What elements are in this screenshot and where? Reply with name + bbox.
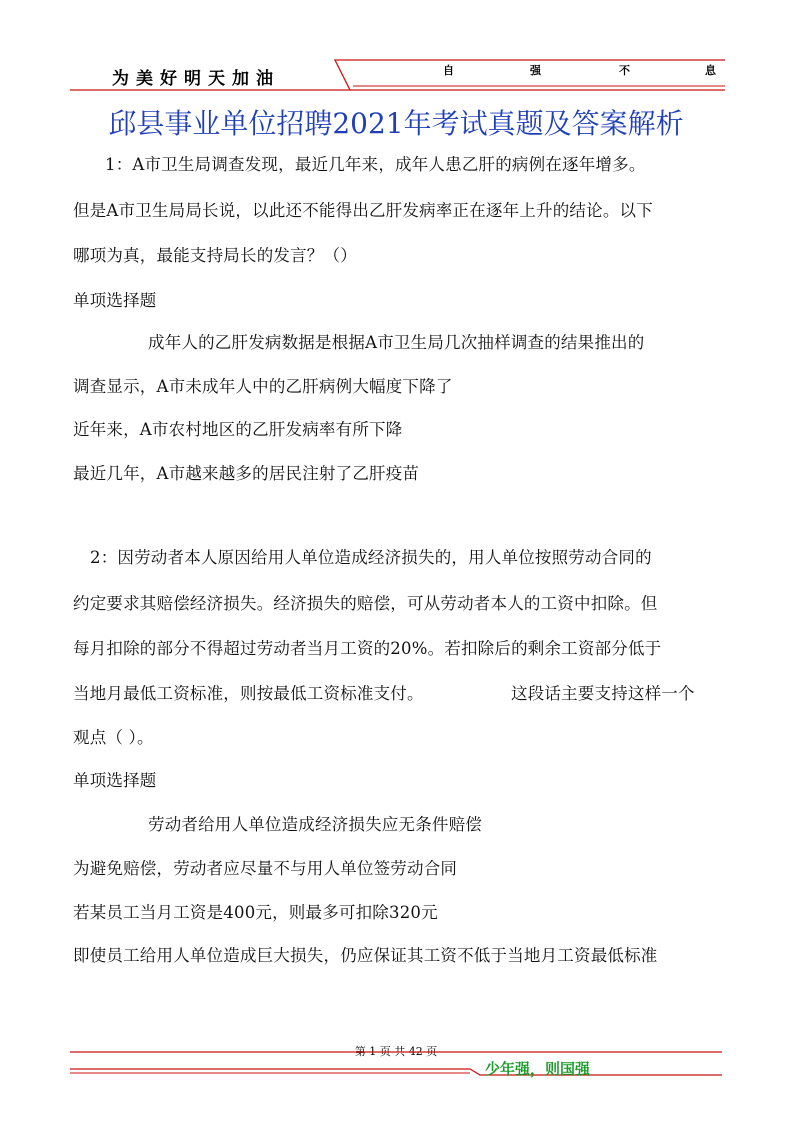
q1-type: 单项选择题 <box>73 291 157 310</box>
q2-line-2: 约定要求其赔偿经济损失。经济损失的赔偿，可从劳动者本人的工资中扣除。但 <box>73 594 658 613</box>
q2-type: 单项选择题 <box>73 771 157 790</box>
header-char-3: 不 <box>619 64 630 77</box>
q2-line-1: 2：因劳动者本人原因给用人单位造成经济损失的，用人单位按照劳动合同的 <box>90 548 652 567</box>
q1-option-4: 最近几年，A市越来越多的居民注射了乙肝疫苗 <box>73 464 420 483</box>
q1-option-2: 调查显示，A市未成年人中的乙肝病例大幅度下降了 <box>73 377 453 396</box>
q1-option-1: 成年人的乙肝发病数据是根据A市卫生局几次抽样调查的结果推出的 <box>148 333 645 352</box>
q1-line-1: 1：A市卫生局调查发现，最近几年来，成年人患乙肝的病例在逐年增多。 <box>105 155 646 174</box>
q2-option-1: 劳动者给用人单位造成经济损失应无条件赔偿 <box>148 815 482 834</box>
q2-line-4b: 这段话主要支持这样一个 <box>511 684 695 703</box>
q2-option-2: 为避免赔偿，劳动者应尽量不与用人单位签劳动合同 <box>73 859 458 878</box>
header-char-1: 自 <box>443 64 454 77</box>
q2-line-3: 每月扣除的部分不得超过劳动者当月工资的20%。若扣除后的剩余工资部分低于 <box>73 639 662 658</box>
footer-motto: 少年强，则国强 <box>485 1060 591 1078</box>
q1-line-2: 但是A市卫生局局长说，以此还不能得出乙肝发病率正在逐年上升的结论。以下 <box>73 201 653 220</box>
header-slogan: 为美好明天加油 <box>112 69 280 89</box>
q1-line-3: 哪项为真，最能支持局长的发言？（） <box>73 246 357 265</box>
q2-line-5: 观点（ ）。 <box>73 728 154 747</box>
footer-rule <box>70 1051 722 1077</box>
q2-option-3: 若某员工当月工资是400元，则最多可扣除320元 <box>73 903 438 922</box>
q2-option-4: 即使员工给用人单位造成巨大损失，仍应保证其工资不低于当地月工资最低标准 <box>73 946 658 965</box>
document-title: 邱县事业单位招聘2021年考试真题及答案解析 <box>108 107 684 140</box>
q1-option-3: 近年来，A市农村地区的乙肝发病率有所下降 <box>73 420 403 439</box>
page-number: 第 1 页 共 42 页 <box>354 1045 438 1058</box>
q2-line-4: 当地月最低工资标准，则按最低工资标准支付。 <box>73 684 424 703</box>
header-char-2: 强 <box>530 64 541 77</box>
header-char-4: 息 <box>705 64 716 77</box>
